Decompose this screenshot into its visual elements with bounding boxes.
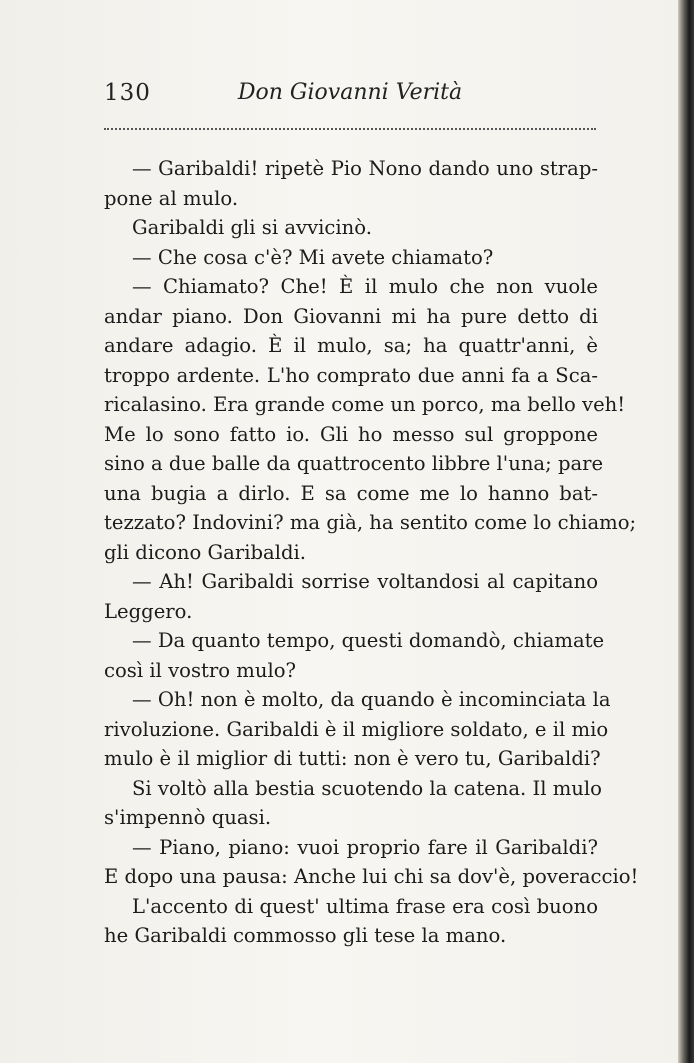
text-line: mulo è il miglior di tutti: non è vero tu, Garibaldi? [104, 747, 601, 770]
text-line: — Da quanto tempo, questi domandò, chiamate [132, 629, 605, 652]
text-line: — Piano, piano: vuoi proprio fare il Garibaldi? [132, 835, 598, 859]
text-line: Me lo sono fatto io. Gli ho messo sul groppone [104, 422, 598, 446]
text-line: pone al mulo. [104, 186, 239, 210]
text-line: andare adagio. È il mulo, sa; ha quattr'anni, è [104, 334, 598, 357]
text-line: ricalasino. Era grande come un porco, ma bello veh! [104, 393, 626, 416]
text-line: — Oh! non è molto, da quando è incominciata la [132, 688, 611, 711]
header-rule [104, 128, 596, 130]
text-line: E dopo una pausa: Anche lui chi sa dov'è, poveraccio! [104, 865, 639, 888]
text-line: gli dicono Garibaldi. [104, 540, 307, 564]
page-number: 130 [104, 80, 151, 106]
text-line: tezzato? Indovini? ma già, ha sentito come lo chiamo; [104, 511, 637, 534]
text-line: una bugia a dirlo. E sa come me lo hanno bat- [104, 481, 598, 505]
text-line: s'impennò quasi. [104, 806, 272, 829]
text-line: — Chiamato? Che! È il mulo che non vuole [132, 275, 598, 298]
body-text [104, 154, 639, 951]
text-line: L'accento di quest' ultima frase era così buono [132, 894, 598, 918]
book-spine-shadow [678, 0, 694, 1063]
text-line: Si voltò alla bestia scuotendo la catena. Il mulo [132, 776, 602, 800]
text-line: così il vostro mulo? [104, 658, 297, 682]
text-line: — Ah! Garibaldi sorrise voltandosi al capitano [132, 570, 598, 593]
text-line: — Che cosa c'è? Mi avete chiamato? [132, 245, 494, 269]
text-line: andar piano. Don Giovanni mi ha pure detto di [104, 304, 598, 328]
text-line: troppo ardente. L'ho comprato due anni fa a Sca- [104, 363, 598, 387]
text-line: — Garibaldi! ripetè Pio Nono dando uno strap- [132, 157, 598, 180]
text-line: Garibaldi gli si avvicinò. [132, 216, 372, 239]
text-line: rivoluzione. Garibaldi è il migliore soldato, e il mio [104, 717, 609, 741]
text-line: he Garibaldi commosso gli tese la mano. [104, 924, 507, 947]
page-header [104, 80, 596, 116]
text-line: Leggero. [104, 599, 193, 623]
running-title: Don Giovanni Verità [237, 80, 463, 105]
text-line: sino a due balle da quattrocento libbre l'una; pare [104, 452, 604, 475]
